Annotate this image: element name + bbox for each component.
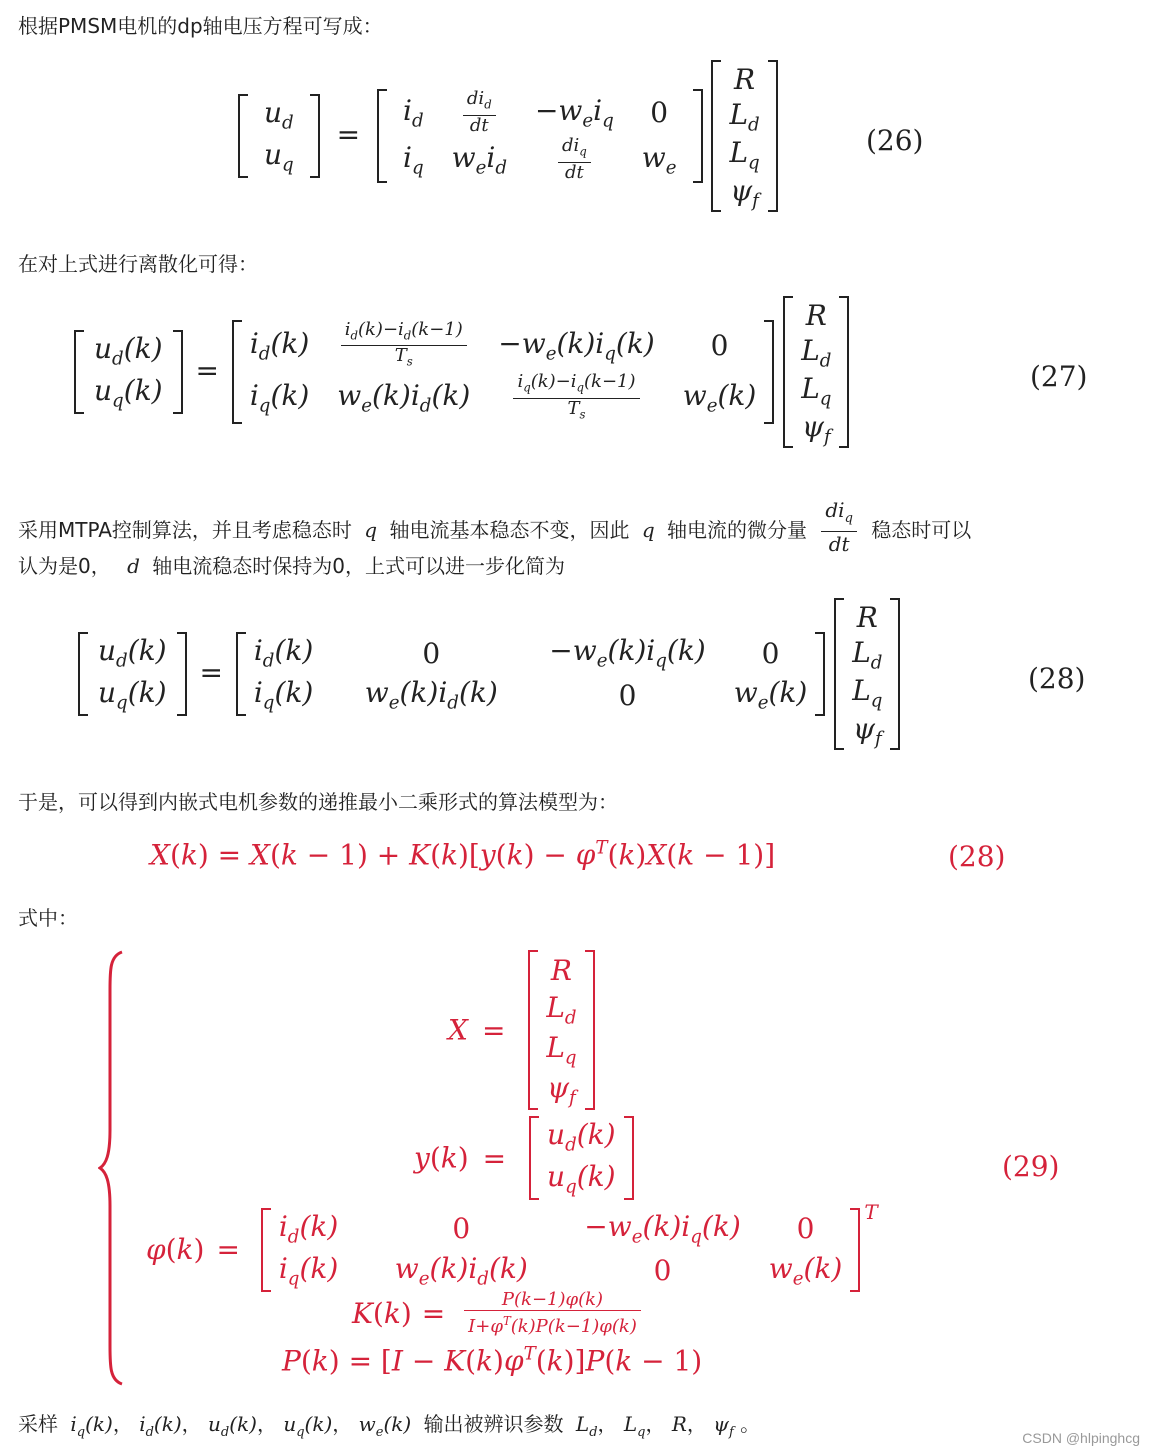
equation-28-rls: $X(k) = X(k - 1) + K(k)[y(k) - \varphi^T(k)X(k - 1)]$: [150, 838, 776, 872]
text-mtpa-2: 轴电流基本稳态不变，因此: [389, 518, 630, 542]
matrix-coeff-27: $i_d(k)$ $\frac{i_d(k)-i_d(k-1)}{T_s}$ $-w_e(k)i_q(k)$ 0 $i_q(k)$ $w_e(k)i_d(k)$ $\frac{i_q(k)-i_q(k-1)}{T_s}$ $w_e(k)$: [232, 320, 774, 424]
left-brace-icon: [98, 950, 128, 1386]
text-sampling-1: 采样: [18, 1412, 58, 1436]
paragraph-intro: 根据PMSM电机的dp轴电压方程可写成：: [18, 14, 383, 38]
matrix-params-28: R $L_d$ $L_q$ $\psi_f$: [834, 598, 900, 750]
text-mtpa-4: 稳态时可以: [871, 518, 972, 542]
text-sampling-2: 输出被辨识参数: [423, 1412, 564, 1436]
text-mtpa-5: 认为是0，: [18, 554, 111, 578]
equation-29-X: X = R $L_d$ $L_q$ $\psi_f$: [448, 950, 595, 1110]
equation-number-29: (29): [1002, 1150, 1060, 1183]
matrix-uk-27: $u_d(k)$ $u_q(k)$: [74, 330, 183, 414]
equation-29-P: $P(k) = [I - K(k)\varphi^T(k)]P(k - 1)$: [282, 1344, 703, 1378]
paragraph-mtpa-cont: 认为是0， d 轴电流稳态时保持为0，上式可以进一步化简为: [18, 554, 565, 578]
matrix-params-27: R $L_d$ $L_q$ $\psi_f$: [783, 296, 849, 448]
equation-29-y: y(k) = $u_d(k)$ $u_q(k)$: [414, 1116, 634, 1200]
equation-number-26: (26): [866, 124, 924, 157]
paragraph-sampling: 采样 $i_q(k)$， $i_d(k)$， $u_d(k)$， $u_q(k)$， $w_e(k)$ 输出被辨识参数 $L_d$， $L_q$， R， $\psi_f$ 。: [18, 1412, 761, 1440]
equation-29-K: K(k) = $\frac{P(k-1)\varphi(k)}{I+\varphi^T(k)P(k-1)\varphi(k)}$: [352, 1290, 641, 1337]
text-mtpa-3: 轴电流的微分量: [667, 518, 807, 542]
equation-29-phi: φ(k) = $i_d(k)$ 0 $-w_e(k)i_q(k)$ 0 $i_q(k)$ $w_e(k)i_d(k)$ 0 $w_e(k)$ $^T$: [146, 1200, 878, 1292]
equation-27: $u_d(k)$ $u_q(k)$ = $i_d(k)$ $\frac{i_d(k)-i_d(k-1)}{T_s}$ $-w_e(k)i_q(k)$ 0 $i_q(k)$ $w_e(k)i_d(k)$ $\frac{i_q(k)-i_q(k-1)}{T_s}$ $w_e(k)$ R $L_d$ $L_q$ $\psi_f$: [74, 296, 849, 448]
paragraph-discretize: 在对上式进行离散化可得：: [18, 252, 258, 276]
equation-26: $u_d$ $u_q$ = $i_d$ $\frac{di_d}{dt}$ $-w_ei_q$ 0 $i_q$ $w_ei_d$ $\frac{di_q}{dt}$ $w_e$ R $L_d$ $L_q$ $\psi_f$: [238, 60, 778, 212]
paragraph-mtpa: 采用MTPA控制算法，并且考虑稳态时 q 轴电流基本稳态不变，因此 q 轴电流的微分量 $\frac{di_q}{dt}$ 稳态时可以: [18, 498, 972, 556]
text-mtpa-1: 采用MTPA控制算法，并且考虑稳态时: [18, 518, 352, 542]
equation-number-28-a: (28): [1028, 662, 1086, 695]
equation-number-27: (27): [1030, 360, 1088, 393]
matrix-coeff-26: $i_d$ $\frac{di_d}{dt}$ $-w_ei_q$ 0 $i_q$ $w_ei_d$ $\frac{di_q}{dt}$ $w_e$: [377, 89, 703, 182]
equation-28-matrix: $u_d(k)$ $u_q(k)$ = $i_d(k)$ 0 $-w_e(k)i_q(k)$ 0 $i_q(k)$ $w_e(k)i_d(k)$ 0 $w_e(k)$ R $L_d$ $L_q$ $\psi_f$: [78, 598, 900, 750]
equation-number-28-b: (28): [948, 840, 1006, 873]
matrix-coeff-28: $i_d(k)$ 0 $-w_e(k)i_q(k)$ 0 $i_q(k)$ $w_e(k)i_d(k)$ 0 $w_e(k)$: [236, 632, 825, 716]
matrix-params-26: R $L_d$ $L_q$ $\psi_f$: [711, 60, 777, 212]
matrix-uk-28: $u_d(k)$ $u_q(k)$: [78, 632, 187, 716]
paragraph-where: 式中：: [18, 906, 78, 930]
matrix-u: $u_d$ $u_q$: [238, 94, 320, 178]
paragraph-rls: 于是，可以得到内嵌式电机参数的递推最小二乘形式的算法模型为：: [18, 790, 618, 814]
watermark: CSDN @hlpinghcg: [1022, 1430, 1140, 1446]
text-mtpa-6: 轴电流稳态时保持为0，上式可以进一步化简为: [152, 554, 565, 578]
